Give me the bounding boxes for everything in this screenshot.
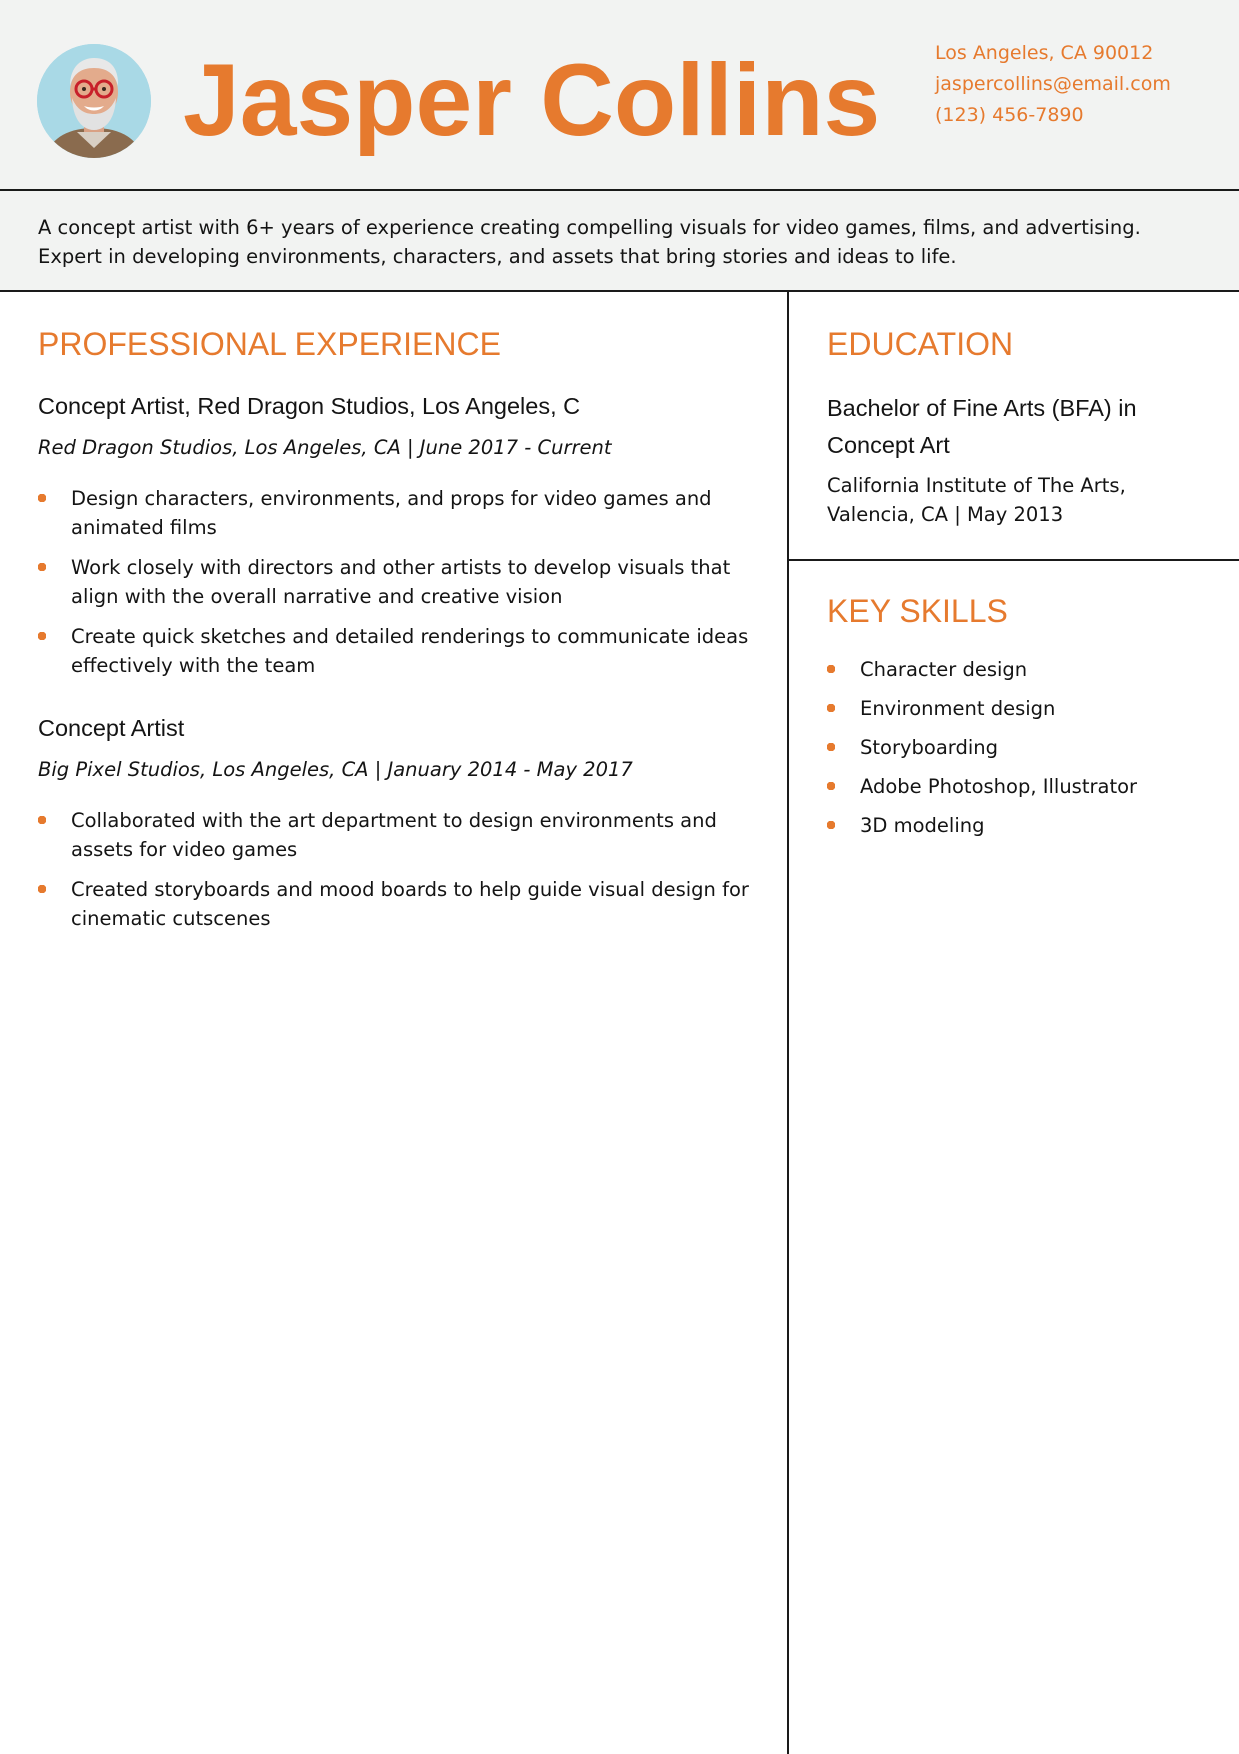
bullet-text: Collaborated with the art department to design environments and assets for video games bbox=[71, 809, 717, 861]
contact-phone[interactable]: (123) 456-7890 bbox=[935, 104, 1084, 126]
contact-location: Los Angeles, CA 90012 bbox=[935, 42, 1154, 64]
bullet-icon bbox=[38, 816, 46, 824]
summary-text: A concept artist with 6+ years of experience creating compelling visuals for video games, films, and advertising. Expert in developing environments, characters, and assets that bring stories and ideas to life. bbox=[38, 216, 1141, 268]
list-item bbox=[38, 553, 758, 611]
list-item bbox=[827, 655, 1207, 684]
list-item bbox=[38, 484, 758, 542]
bullet-text: Design characters, environments, and props for video games and animated films bbox=[71, 487, 712, 539]
column-divider bbox=[787, 292, 789, 1754]
bullet-icon bbox=[827, 782, 835, 790]
bullet-icon bbox=[827, 665, 835, 673]
list-item bbox=[827, 733, 1207, 762]
resume-header bbox=[0, 0, 1239, 191]
bullet-icon bbox=[827, 821, 835, 829]
candidate-name: Jasper Collins bbox=[183, 43, 881, 157]
bullet-text: Created storyboards and mood boards to help guide visual design for cinematic cutscenes bbox=[71, 878, 749, 930]
skill-text: Environment design bbox=[860, 697, 1056, 720]
skill-text: Character design bbox=[860, 658, 1028, 681]
contact-email[interactable]: jaspercollins@email.com bbox=[935, 73, 1171, 95]
bullet-icon bbox=[38, 563, 46, 571]
job-meta: Big Pixel Studios, Los Angeles, CA | January 2014 - May 2017 bbox=[38, 758, 633, 781]
experience-heading: PROFESSIONAL EXPERIENCE bbox=[38, 326, 501, 362]
summary-band bbox=[0, 191, 1239, 292]
contact-info bbox=[935, 38, 1171, 131]
education-school: California Institute of The Arts, Valencia, CA | May 2013 bbox=[827, 474, 1126, 526]
list-item bbox=[827, 772, 1207, 801]
list-item bbox=[827, 811, 1207, 840]
job-title: Concept Artist, Red Dragon Studios, Los Angeles, C bbox=[38, 393, 581, 419]
job-bullets bbox=[38, 806, 758, 933]
bullet-text: Work closely with directors and other artists to develop visuals that align with the overall narrative and creative vision bbox=[71, 556, 731, 608]
person-photo-icon bbox=[37, 44, 151, 158]
bullet-text: Create quick sketches and detailed renderings to communicate ideas effectively with the team bbox=[71, 625, 749, 677]
bullet-icon bbox=[827, 743, 835, 751]
job-title: Concept Artist bbox=[38, 715, 185, 741]
skills-heading: KEY SKILLS bbox=[827, 593, 1008, 629]
bullet-icon bbox=[38, 632, 46, 640]
job-bullets bbox=[38, 484, 758, 680]
skill-text: Storyboarding bbox=[860, 736, 998, 759]
section-divider bbox=[789, 559, 1239, 561]
skills-list bbox=[827, 655, 1207, 840]
bullet-icon bbox=[38, 885, 46, 893]
education-heading: EDUCATION bbox=[827, 326, 1014, 362]
profile-photo bbox=[37, 44, 151, 158]
list-item bbox=[38, 875, 758, 933]
skill-text: 3D modeling bbox=[860, 814, 985, 837]
education-degree: Bachelor of Fine Arts (BFA) in Concept Art bbox=[827, 395, 1137, 458]
skill-text: Adobe Photoshop, Illustrator bbox=[860, 775, 1138, 798]
job-meta: Red Dragon Studios, Los Angeles, CA | June 2017 - Current bbox=[38, 436, 612, 459]
list-item bbox=[38, 806, 758, 864]
list-item bbox=[38, 622, 758, 680]
bullet-icon bbox=[38, 494, 46, 502]
list-item bbox=[827, 694, 1207, 723]
bullet-icon bbox=[827, 704, 835, 712]
